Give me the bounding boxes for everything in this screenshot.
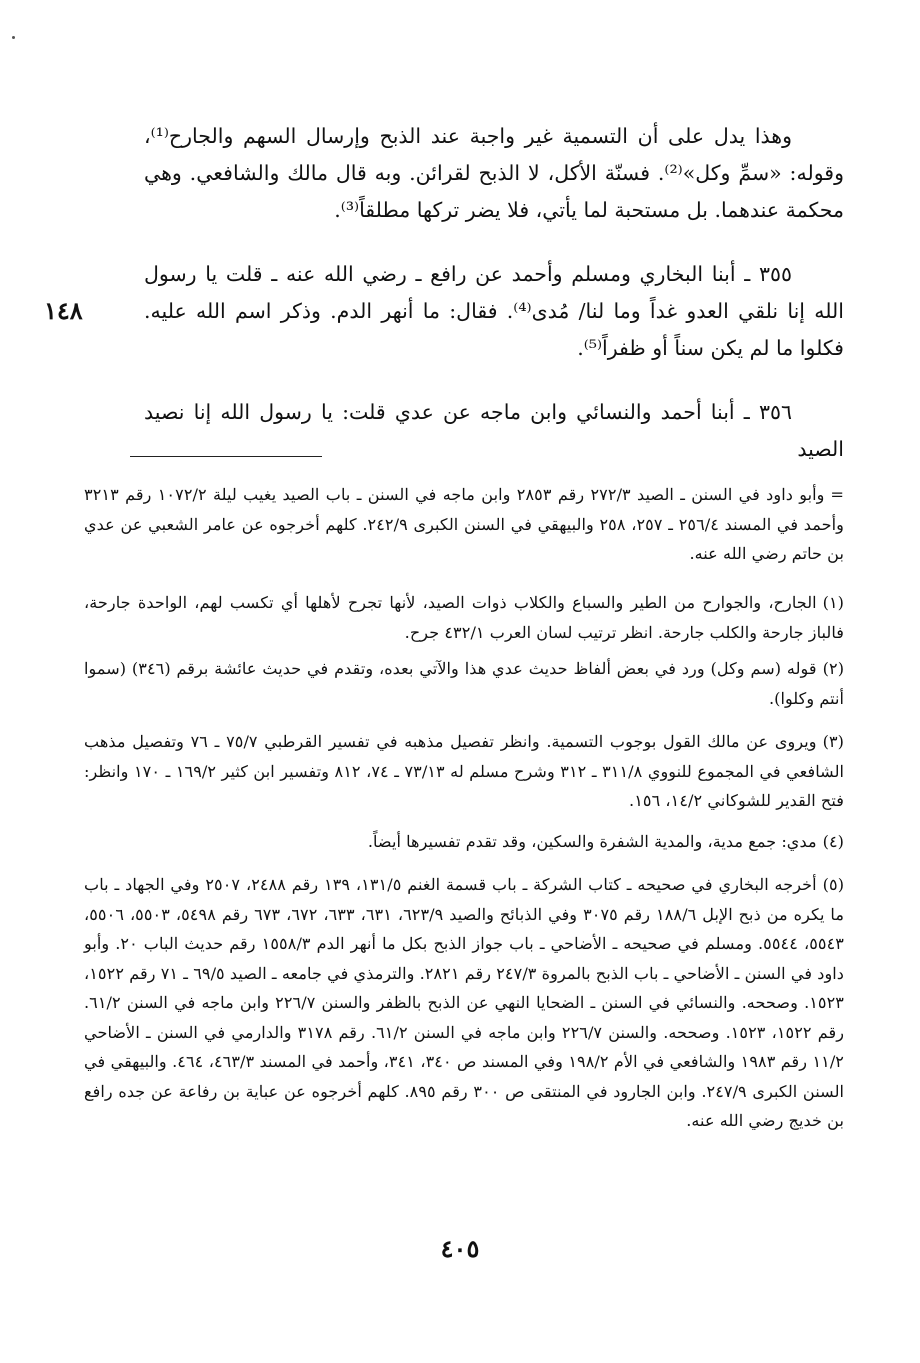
continuation-mark: =	[830, 485, 844, 504]
footnote-4-text: مدي: جمع مدية، والمدية الشفرة والسكين، وقد تقدم تفسيرها أيضاً.	[367, 832, 817, 851]
footnote-5	[84, 870, 844, 1136]
footnote-2-text: قوله (سم وكل) ورد في بعض ألفاظ حديث عدي هذا والآتي بعده، وتقدم في حديث عائشة برقم (٣٤٦) (سموا أنتم وكلوا).	[84, 659, 844, 708]
main-text-3: ٣٥٦ ـ أبنا أحمد والنسائي وابن ماجه عن عدي قلت: يا رسول الله إنا نصيد الصيد	[144, 400, 844, 461]
footnote-continuation	[84, 480, 844, 569]
footnote-5-text: أخرجه البخاري في صحيحه ـ كتاب الشركة ـ باب قسمة الغنم ١٣١/٥، ١٣٩ رقم ٢٤٨٨، ٢٥٠٧ وفي الجهاد ـ باب ما يكره من ذبح الإبل ١٨٨/٦ رقم ٣٠٧٥ وفي الذبائح والصيد ٦٢٣/٩، ٦٣١، ٦٣٣، ٦٧٢، ٦٧٣ رقم ٥٤٩٨، ٥٥٠٣، ٥٥٠٦، ٥٥٤٣، ٥٥٤٤. ومسلم في صحيحه ـ الأضاحي ـ باب جواز الذبح بكل ما أنهر الدم ١٥٥٨/٣ رقم حديث الباب ٢٠. وأبو داود في السنن ـ الأضاحي ـ باب الذبح بالمروة ٢٤٧/٣ رقم ٢٨٢١. والترمذي في جامعه ـ الصيد ٦٩/٥ ـ ٧١ رقم ١٥٢٢، ١٥٢٣. وصححه. والنسائي في السنن ـ الضحايا النهي عن الذبح بالظفر والسنن ٢٢٦/٧ وابن ماجه في السنن ٦١/٢. رقم ١٥٢٢، ١٥٢٣. وصححه. والسنن ٢٢٦/٧ وابن ماجه في السنن ٦١/٢. رقم ٣١٧٨ والدارمي في السنن ـ الأضاحي ١١/٢ رقم ١٩٨٣ والشافعي في الأم ١٩٨/٢ وفي المسند ص ٣٤٠، ٣٤١، وأحمد في المسند ٤٦٣/٣، ٤٦٤. والبيهقي في السنن الكبرى ٢٤٧/٩. وابن الجارود في المنتقى ص ٣٠٠ رقم ٨٩٥. كلهم أخرجوه عن عباية بن رفاعة عن جده رافع بن خديج رضي الله عنه.	[84, 875, 845, 1130]
main-paragraph-hadith-355	[144, 256, 844, 367]
footnote-1	[84, 588, 844, 647]
footnote-3-text: ويروى عن مالك القول بوجوب التسمية. وانظر تفصيل مذهبه في تفسير القرطبي ٧٥/٧ ـ ٧٦ وتفصيل مذهب الشافعي في المجموع للنووي ٣١١/٨ ـ ٣١٢ وشرح مسلم له ٧٣/١٣ ـ ٧٤، ٨١٢ وتفسير ابن كثير ١٦٩/٢ ـ ١٧٠ وانظر: فتح القدير للشوكاني ١٤/٢، ١٥٦.	[84, 732, 844, 810]
footnote-1-mark: (١)	[822, 593, 844, 612]
main-paragraph-1	[144, 118, 844, 229]
footnote-3	[84, 727, 844, 816]
footnote-4-mark: (٤)	[822, 832, 844, 851]
footnote-3-mark: (٣)	[822, 732, 844, 751]
footnote-2	[84, 654, 844, 713]
margin-page-reference: ١٤٨	[44, 296, 83, 325]
footnote-continuation-text: وأبو داود في السنن ـ الصيد ٢٧٢/٣ رقم ٢٨٥٣ وابن ماجه في السنن ـ باب الصيد يغيب ليلة ١٠٧٢/٢ رقم ٣٢١٣ وأحمد في المسند ٢٥٦/٤ ـ ٢٥٧، ٢٥٨ والبيهقي في السنن الكبرى ٢٤٢/٩. كلهم أخرجوه عن عامر الشعبي عن عدي بن حاتم رضي الله عنه.	[84, 485, 844, 563]
footnote-separator	[130, 456, 322, 457]
footnote-4	[84, 827, 844, 857]
footnote-5-mark: (٥)	[822, 875, 845, 894]
footnote-1-text: الجارح، والجوارح من الطير والسباع والكلاب ذوات الصيد، لأنها تجرح لأهلها أي تكسب لهم، الواحدة جارحة، فالباز جارحة والكلب جارحة. انظر ترتيب لسان العرب ٤٣٢/١ جرح.	[84, 593, 844, 642]
main-text-1: وهذا يدل على أن التسمية غير واجبة عند الذبح وإرسال السهم والجارح⁽¹⁾، وقوله: «سمِّ وكل»⁽²⁾. فسنّة الأكل، لا الذبح لقرائن. وبه قال مالك والشافعي. وهي محكمة عندهما. بل مستحبة لما يأتي، فلا يضر تركها مطلقاً⁽³⁾.	[144, 124, 844, 222]
page-number: ٤٠٥	[440, 1234, 480, 1263]
footnote-2-mark: (٢)	[822, 659, 845, 678]
main-text-2: ٣٥٥ ـ أبنا البخاري ومسلم وأحمد عن رافع ـ رضي الله عنه ـ قلت يا رسول الله إنا نلقي العدو غداً وما لنا/ مُدى⁽⁴⁾. فقال: ما أنهر الدم. وذكر اسم الله عليه. فكلوا ما لم يكن سناً أو ظفراً⁽⁵⁾.	[144, 262, 844, 360]
page-speck	[12, 36, 15, 39]
